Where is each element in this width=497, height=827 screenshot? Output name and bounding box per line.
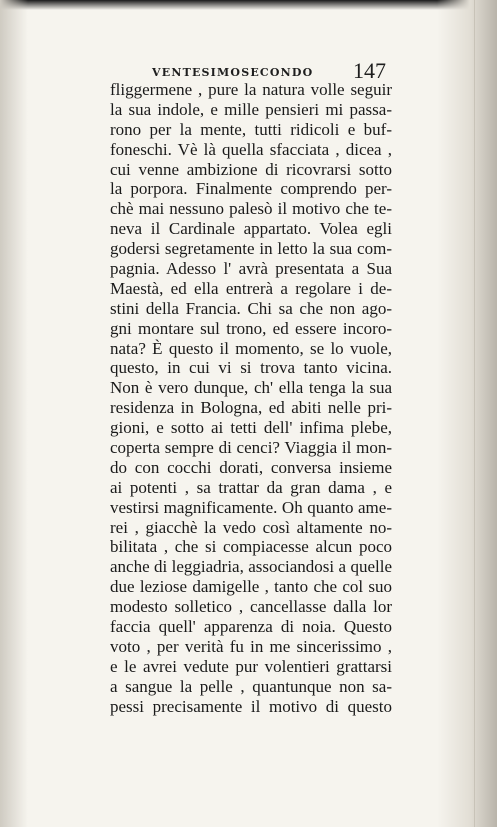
text-line: modesto solletico , cancellasse dalla lor [110, 597, 392, 617]
text-line: vestirsi magnificamente. Oh quanto ame- [110, 497, 392, 517]
text-line: do con cocchi dorati, conversa insieme [110, 457, 392, 477]
running-head: VENTESIMOSECONDO [152, 66, 314, 79]
text-line: due leziose damigelle , tanto che col suo [110, 577, 392, 597]
text-line: bilitata , che si compiacesse alcun poco [110, 537, 392, 557]
text-line: coperta sempre di cenci? Viaggia il mon- [110, 438, 392, 458]
text-line: residenza in Bologna, ed abiti nelle pri- [110, 398, 392, 418]
text-line: gioni, e sotto ai tetti dell' infima plebe, [110, 418, 392, 438]
text-line: chè mai nessuno palesò il motivo che te- [110, 199, 392, 219]
text-line: gni montare sul trono, ed essere incoro- [110, 318, 392, 338]
text-line: neva il Cardinale appartato. Volea egli [110, 219, 392, 239]
text-line: e le avrei vedute pur volentieri grattarsi [110, 656, 392, 676]
text-line: fliggermene , pure la natura volle seguir [110, 80, 392, 99]
body-text [110, 80, 392, 717]
text-line: rei , giacchè la vedo così altamente no- [110, 517, 392, 537]
text-line: la sua indole, e mille pensieri mi passa- [110, 99, 392, 119]
text-line: foneschi. Vè là quella sfacciata , dicea , [110, 139, 392, 159]
text-line: stini della Francia. Chi sa che non ago- [110, 298, 392, 318]
text-line: nata? È questo il momento, se lo vuole, [110, 338, 392, 358]
text-line: Non è vero dunque, ch' ella tenga la sua [110, 378, 392, 398]
page-right-edge [437, 0, 497, 827]
text-line: pessi precisamente il motivo di questo [110, 696, 392, 716]
text-line: faccia quell' apparenza di noia. Questo [110, 617, 392, 637]
text-line: questo, in cui vi si trova tanto vicina. [110, 358, 392, 378]
text-line: anche di leggiadria, associandosi a quelle [110, 557, 392, 577]
text-line: pagnia. Adesso l' avrà presentata a Sua [110, 259, 392, 279]
text-line: la porpora. Finalmente comprendo per- [110, 179, 392, 199]
page-number: 147 [353, 58, 386, 83]
page-top-shadow [0, 0, 497, 10]
text-line: a sangue la pelle , quantunque non sa- [110, 676, 392, 696]
text-line: voto , per verità fu in me sincerissimo , [110, 636, 392, 656]
text-line: cui venne ambizione di ricovrarsi sotto [110, 159, 392, 179]
text-line: rono per la mente, tutti ridicoli e buf- [110, 119, 392, 139]
text-line: godersi segretamente in letto la sua com- [110, 239, 392, 259]
text-line: Maestà, ed ella entrerà a regolare i de- [110, 278, 392, 298]
page-left-shadow [0, 0, 28, 827]
text-line: ai potenti , sa trattar da gran dama , e [110, 477, 392, 497]
page-fold-line [474, 0, 475, 827]
